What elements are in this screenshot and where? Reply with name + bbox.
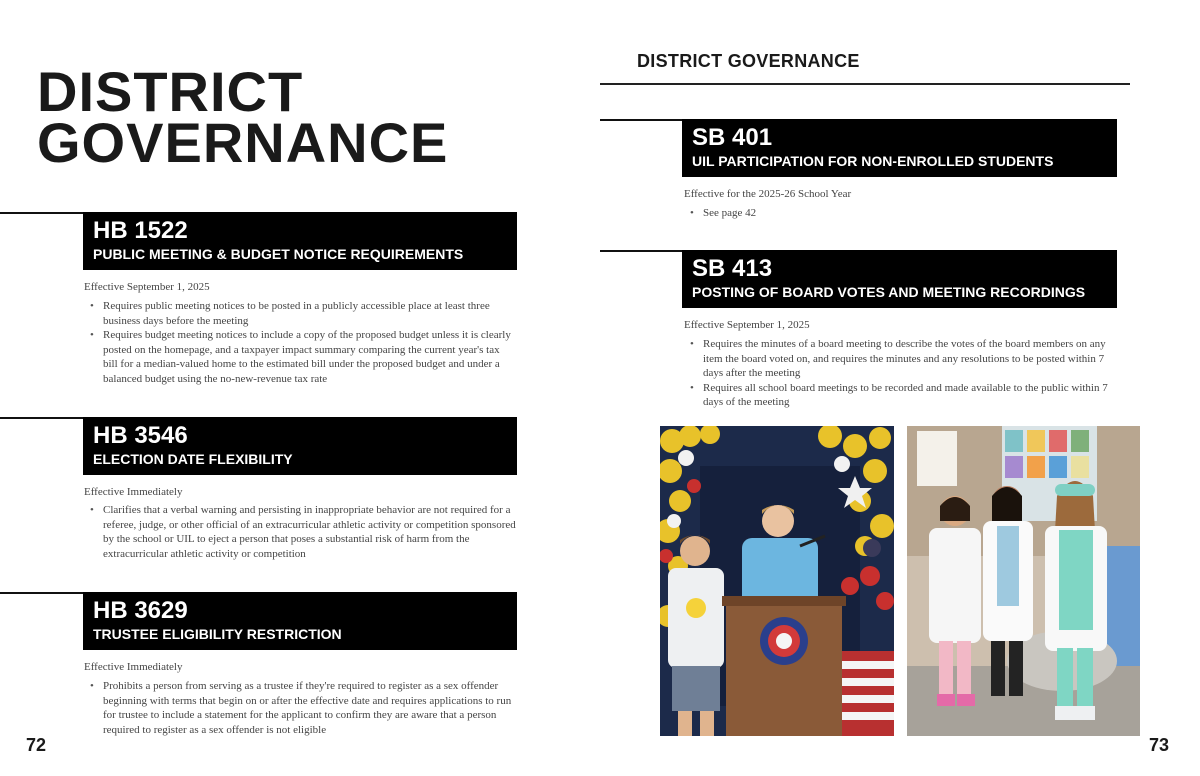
page-title-line-2: GOVERNANCE [37, 111, 449, 174]
list-item: • See page 42 [684, 206, 1116, 221]
bill-number: SB 413 [692, 255, 773, 282]
header-rule [600, 83, 1130, 85]
students-at-podium-photo [660, 426, 894, 736]
bill-bullets [684, 206, 1116, 221]
running-head: DISTRICT GOVERNANCE [637, 51, 860, 71]
effective-date: Effective for the 2025-26 School Year [684, 188, 852, 200]
bill-number: HB 3629 [93, 597, 188, 624]
bill-header-sb401 [682, 119, 1117, 177]
list-item: • Clarifies that a verbal warning and persisting in inappropriate behavior are not required for a referee, judge, or other official of an extracurricular athletic activity or competition sponsored by the school or UIL to eject a person that poses a substantial risk of harm from the extracurricular athletic activity or competition [84, 503, 516, 561]
bill-bullets [684, 337, 1116, 410]
bill-number: HB 1522 [93, 217, 188, 244]
bill-number: SB 401 [692, 124, 773, 151]
bill-header-hb3546 [83, 417, 517, 475]
effective-date: Effective September 1, 2025 [684, 319, 810, 331]
bill-title: ELECTION DATE FLEXIBILITY [93, 451, 293, 467]
list-item: • Requires the minutes of a board meeting to describe the votes of the board members on any item the board voted on, and requires the minutes and any resolutions to be posted within 7 days after the meeting [684, 337, 1116, 381]
bill-title: UIL PARTICIPATION FOR NON-ENROLLED STUDENTS [692, 153, 1054, 169]
section-rule [0, 592, 84, 594]
bill-title: PUBLIC MEETING & BUDGET NOTICE REQUIREMENTS [93, 246, 464, 262]
effective-date: Effective Immediately [84, 486, 183, 498]
section-rule [600, 119, 684, 121]
bill-header-sb413 [682, 250, 1117, 308]
bill-title: POSTING OF BOARD VOTES AND MEETING RECORDINGS [692, 284, 1086, 300]
bill-bullets [84, 299, 516, 387]
page-title-line-1: DISTRICT [37, 60, 304, 123]
page-title [37, 60, 449, 174]
list-item: • Prohibits a person from serving as a trustee if they're required to register as a sex offender beginning with terms that begin on or after the effective date and requires applications to run for trustee to include a statement for the applicant to confirm they are aware that a person required to register as a sex offender is not eligible [84, 679, 516, 737]
page-number-right: 73 [1149, 735, 1170, 755]
section-rule [600, 250, 684, 252]
list-item: • Requires all school board meetings to be recorded and made available to the public within 7 days of the meeting [684, 381, 1116, 410]
bill-number: HB 3546 [93, 422, 188, 449]
effective-date: Effective Immediately [84, 661, 183, 673]
bill-title: TRUSTEE ELIGIBILITY RESTRICTION [93, 626, 342, 642]
page-number-left: 72 [26, 735, 47, 755]
bill-header-hb3629 [83, 592, 517, 650]
list-item: • Requires public meeting notices to be posted in a publicly accessible place at least three business days before the meeting [84, 299, 516, 328]
effective-date: Effective September 1, 2025 [84, 281, 210, 293]
bill-bullets [84, 679, 516, 737]
section-rule [0, 212, 84, 214]
section-rule [0, 417, 84, 419]
students-in-costumes-photo [907, 426, 1140, 736]
list-item: • Requires budget meeting notices to include a copy of the proposed budget unless it is clearly posted on the homepage, and a taxpayer impact summary comparing the current year's tax bill for a median-valued home to the estimated bill under the proposed budget and under a balanced budget using the no-new-revenue tax rate [84, 328, 516, 386]
bill-header-hb1522 [83, 212, 517, 270]
bill-bullets [84, 503, 516, 561]
